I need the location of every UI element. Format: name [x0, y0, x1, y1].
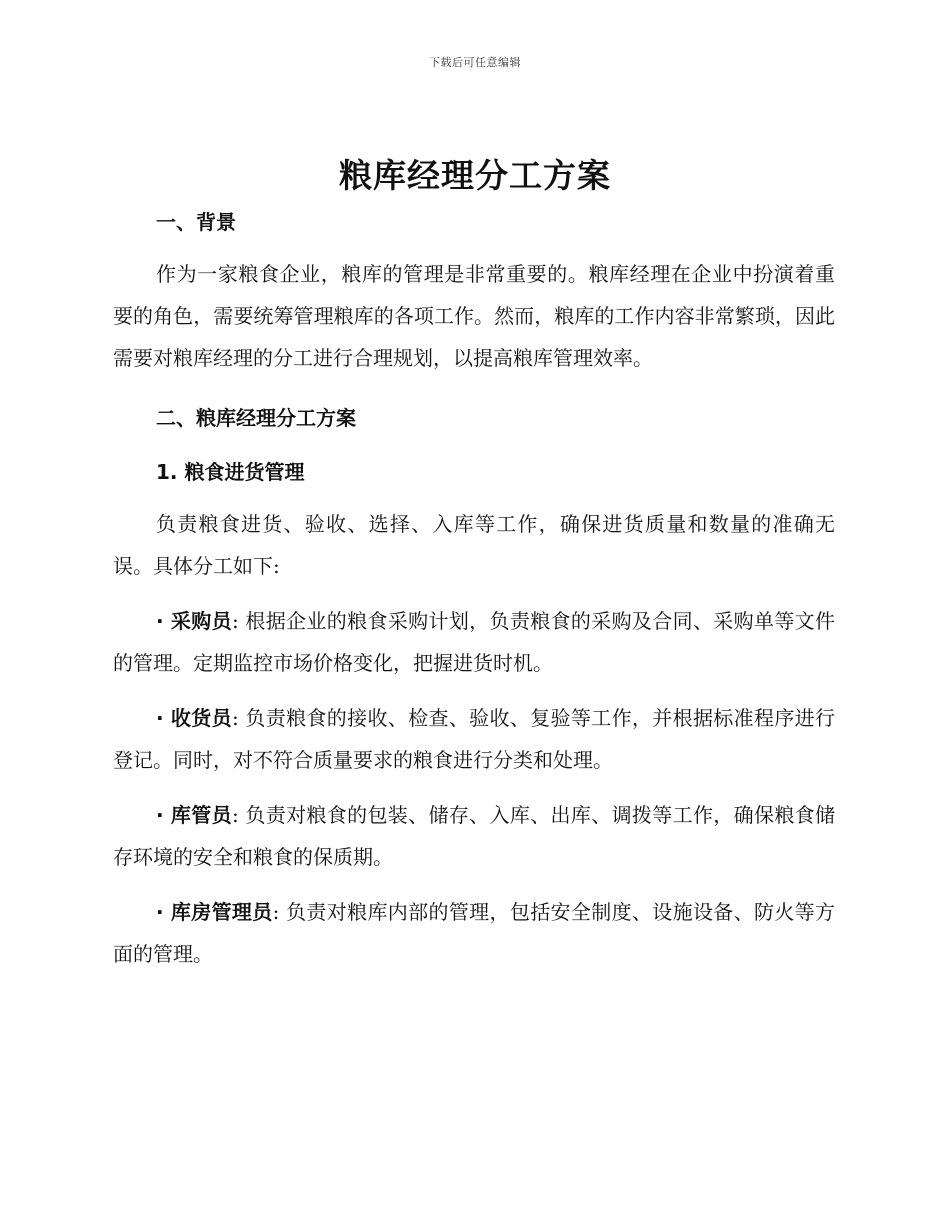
role-item-storeroom-manager: [113, 891, 835, 975]
role-item-receiver: [113, 697, 835, 781]
role-description: 根据企业的粮食采购计划，负责粮食的采购及合同、采购单等文件的管理。定期监控市场价格变化，把握进货时机。: [113, 609, 836, 675]
purchasing-intro-paragraph: 负责粮食进货、验收、选择、入库等工作，确保进货质量和数量的准确无误。具体分工如下:: [113, 512, 835, 578]
role-bullet: ·: [156, 900, 171, 924]
role-item-warehouse-keeper: [113, 794, 835, 878]
subsection-heading-purchasing: 1. 粮食进货管理: [156, 460, 305, 484]
background-paragraph: 作为一家粮食企业，粮库的管理是非常重要的。粮库经理在企业中扮演着重要的角色，需要统筹管理粮库的各项工作。然而，粮库的工作内容非常繁琐，因此需要对粮库经理的分工进行合理规划，以提高粮库管理效率。: [113, 262, 835, 370]
section-heading-background: 一、背景: [156, 210, 236, 234]
role-name: 收货员: [170, 706, 232, 730]
role-name: 采购员: [170, 609, 232, 633]
role-item-buyer: [113, 600, 835, 684]
role-separator: :: [231, 609, 246, 633]
role-description: 负责对粮食的包装、储存、入库、出库、调拨等工作，确保粮食储存环境的安全和粮食的保质期。: [113, 803, 836, 869]
role-name: 库房管理员: [170, 900, 273, 924]
header-note: 下载后可任意编辑: [429, 56, 521, 69]
role-bullet: ·: [156, 609, 171, 633]
role-bullet: ·: [156, 706, 171, 730]
role-separator: :: [231, 803, 246, 827]
role-description: 负责对粮库内部的管理，包括安全制度、设施设备、防火等方面的管理。: [113, 900, 836, 966]
role-name: 库管员: [170, 803, 232, 827]
role-bullet: ·: [156, 803, 171, 827]
section-heading-plan: 二、粮库经理分工方案: [156, 406, 356, 430]
role-separator: :: [231, 706, 246, 730]
role-description: 负责粮食的接收、检查、验收、复验等工作，并根据标准程序进行登记。同时，对不符合质量要求的粮食进行分类和处理。: [113, 706, 836, 772]
document-title: 粮库经理分工方案: [339, 156, 611, 195]
role-separator: :: [272, 900, 287, 924]
